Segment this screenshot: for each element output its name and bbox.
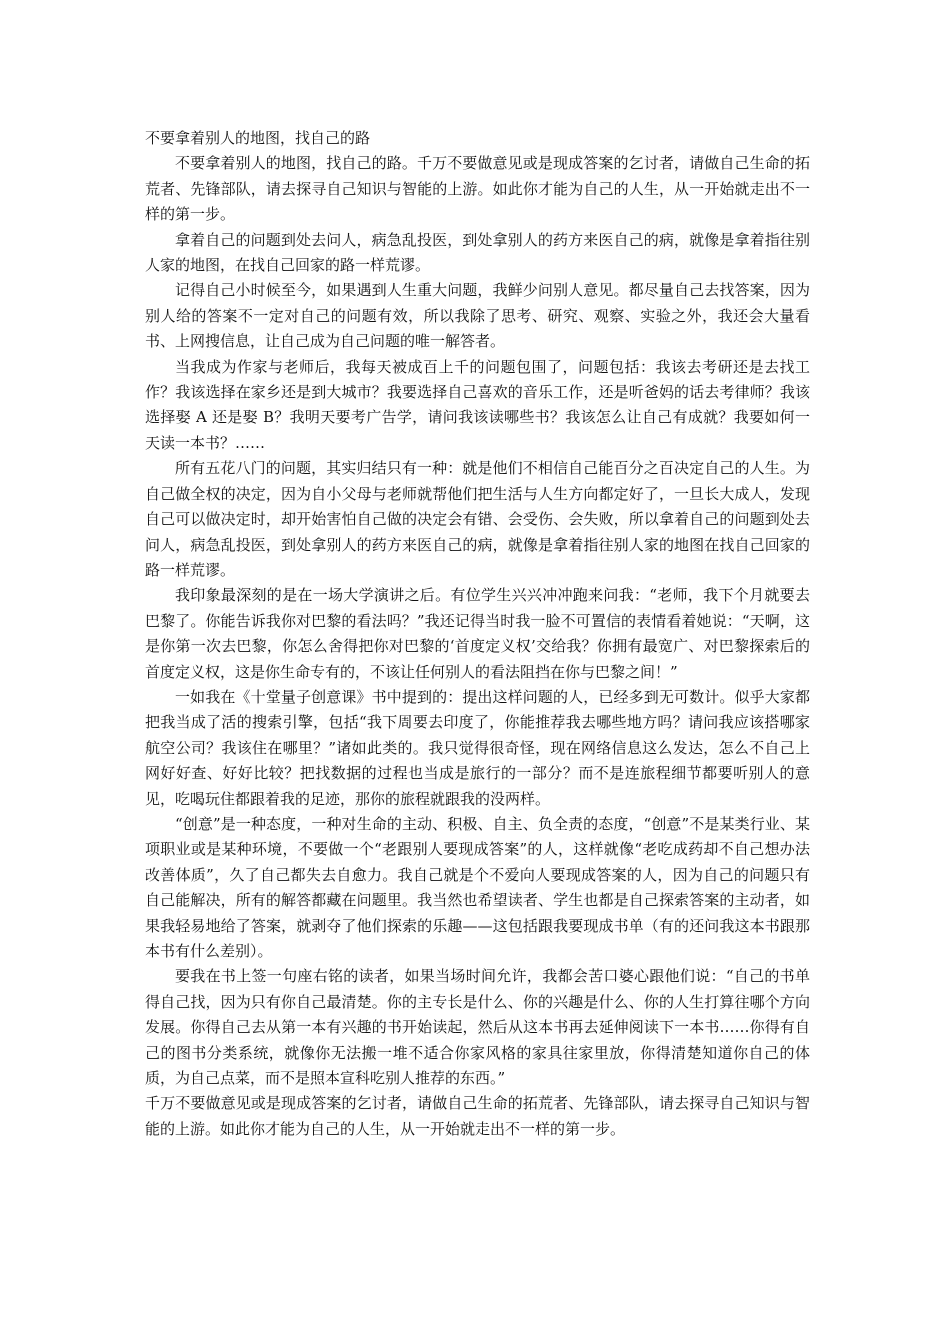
paragraph-4: 当我成为作家与老师后，我每天被成百上千的问题包围了，问题包括：我该去考研还是去找工作？我该选择在家乡还是到大城市？我要选择自己喜欢的音乐工作，还是听爸妈的话去考律师？我该选择娶 A 还是娶 B？我明天要考广告学，请问我该读哪些书？我该怎么让自己有成就？我要如何一天读一本书？…… — [145, 357, 810, 452]
document-title: 不要拿着别人的地图，找自己的路 — [145, 129, 371, 147]
paragraph-8: “创意”是一种态度，一种对生命的主动、积极、自主、负全责的态度，“创意”不是某类行业、某项职业或是某种环境，不要做一个“老跟别人要现成答案”的人，这样就像“老吃成药却不自己想办法改善体质”，久了自己都失去自愈力。我自己就是个不爱向人要现成答案的人，因为自己的问题只有自己能解决，所有的解答都藏在问题里。我当然也希望读者、学生也都是自己探索答案的主动者，如果我轻易地给了答案，就剥夺了他们探索的乐趣——这包括跟我要现成书单（有的还问我这本书跟那本书有什么差别）。 — [145, 814, 810, 960]
paragraph-6: 我印象最深刻的是在一场大学演讲之后。有位学生兴兴冲冲跑来问我：“老师，我下个月就要去巴黎了。你能告诉我你对巴黎的看法吗？”我还记得当时我一脸不可置信的表情看着她说：“天啊，这是你第一次去巴黎，你怎么舍得把你对巴黎的‘首度定义权’交给我？你拥有最宽广、对巴黎探索后的首度定义权，这是你生命专有的，不该让任何别人的看法阻挡在你与巴黎之间！” — [145, 586, 810, 681]
paragraph-5: 所有五花八门的问题，其实归结只有一种：就是他们不相信自己能百分之百决定自己的人生。为自己做全权的决定，因为自小父母与老师就帮他们把生活与人生方向都定好了，一旦长大成人，发现自己可以做决定时，却开始害怕自己做的决定会有错、会受伤、会失败，所以拿着自己的问题到处去问人，病急乱投医，到处拿别人的药方来医自己的病，就像是拿着指往别人家的地图在找自己回家的路一样荒谬。 — [145, 459, 810, 579]
paragraph-2: 拿着自己的问题到处去问人，病急乱投医，到处拿别人的药方来医自己的病，就像是拿着指往别人家的地图，在找自己回家的路一样荒谬。 — [145, 230, 810, 275]
paragraph-9: 要我在书上签一句座右铭的读者，如果当场时间允许，我都会苦口婆心跟他们说：“自己的书单得自己找，因为只有你自己最清楚。你的主专长是什么、你的兴趣是什么、你的人生打算往哪个方向发展。你得自己去从第一本有兴趣的书开始读起，然后从这本书再去延伸阅读下一本书……你得有自己的图书分类系统，就像你无法搬一堆不适合你家风格的家具往家里放，你得清楚知道你自己的体质，为自己点菜，而不是照本宣科吃别人推荐的东西。” — [145, 967, 810, 1088]
paragraph-3: 记得自己小时候至今，如果遇到人生重大问题，我鲜少问别人意见。都尽量自己去找答案，因为别人给的答案不一定对自己的问题有效，所以我除了思考、研究、观察、实验之外，我还会大量看书、上网搜信息，让自己成为自己问题的唯一解答者。 — [145, 281, 810, 351]
paragraph-7: 一如我在《十堂量子创意课》书中提到的：提出这样问题的人，已经多到无可数计。似乎大家都把我当成了活的搜索引擎，包括“我下周要去印度了，你能推荐我去哪些地方吗？请问我应该搭哪家航空公司？我该住在哪里？”诸如此类的。我只觉得很奇怪，现在网络信息这么发达，怎么不自己上网好好查、好好比较？把找数据的过程也当成是旅行的一部分？而不是连旅程细节都要听别人的意见，吃喝玩住都跟着我的足迹，那你的旅程就跟我的没两样。 — [145, 687, 810, 808]
paragraph-1: 不要拿着别人的地图，找自己的路。千万不要做意见或是现成答案的乞讨者，请做自己生命的拓荒者、先锋部队，请去探寻自己知识与智能的上游。如此你才能为自己的人生，从一开始就走出不一样的第一步。 — [145, 154, 810, 224]
document-page — [145, 126, 810, 1142]
closing-paragraph: 千万不要做意见或是现成答案的乞讨者，请做自己生命的拓荒者、先锋部队，请去探寻自己知识与智能的上游。如此你才能为自己的人生，从一开始就走出不一样的第一步。 — [145, 1094, 810, 1138]
